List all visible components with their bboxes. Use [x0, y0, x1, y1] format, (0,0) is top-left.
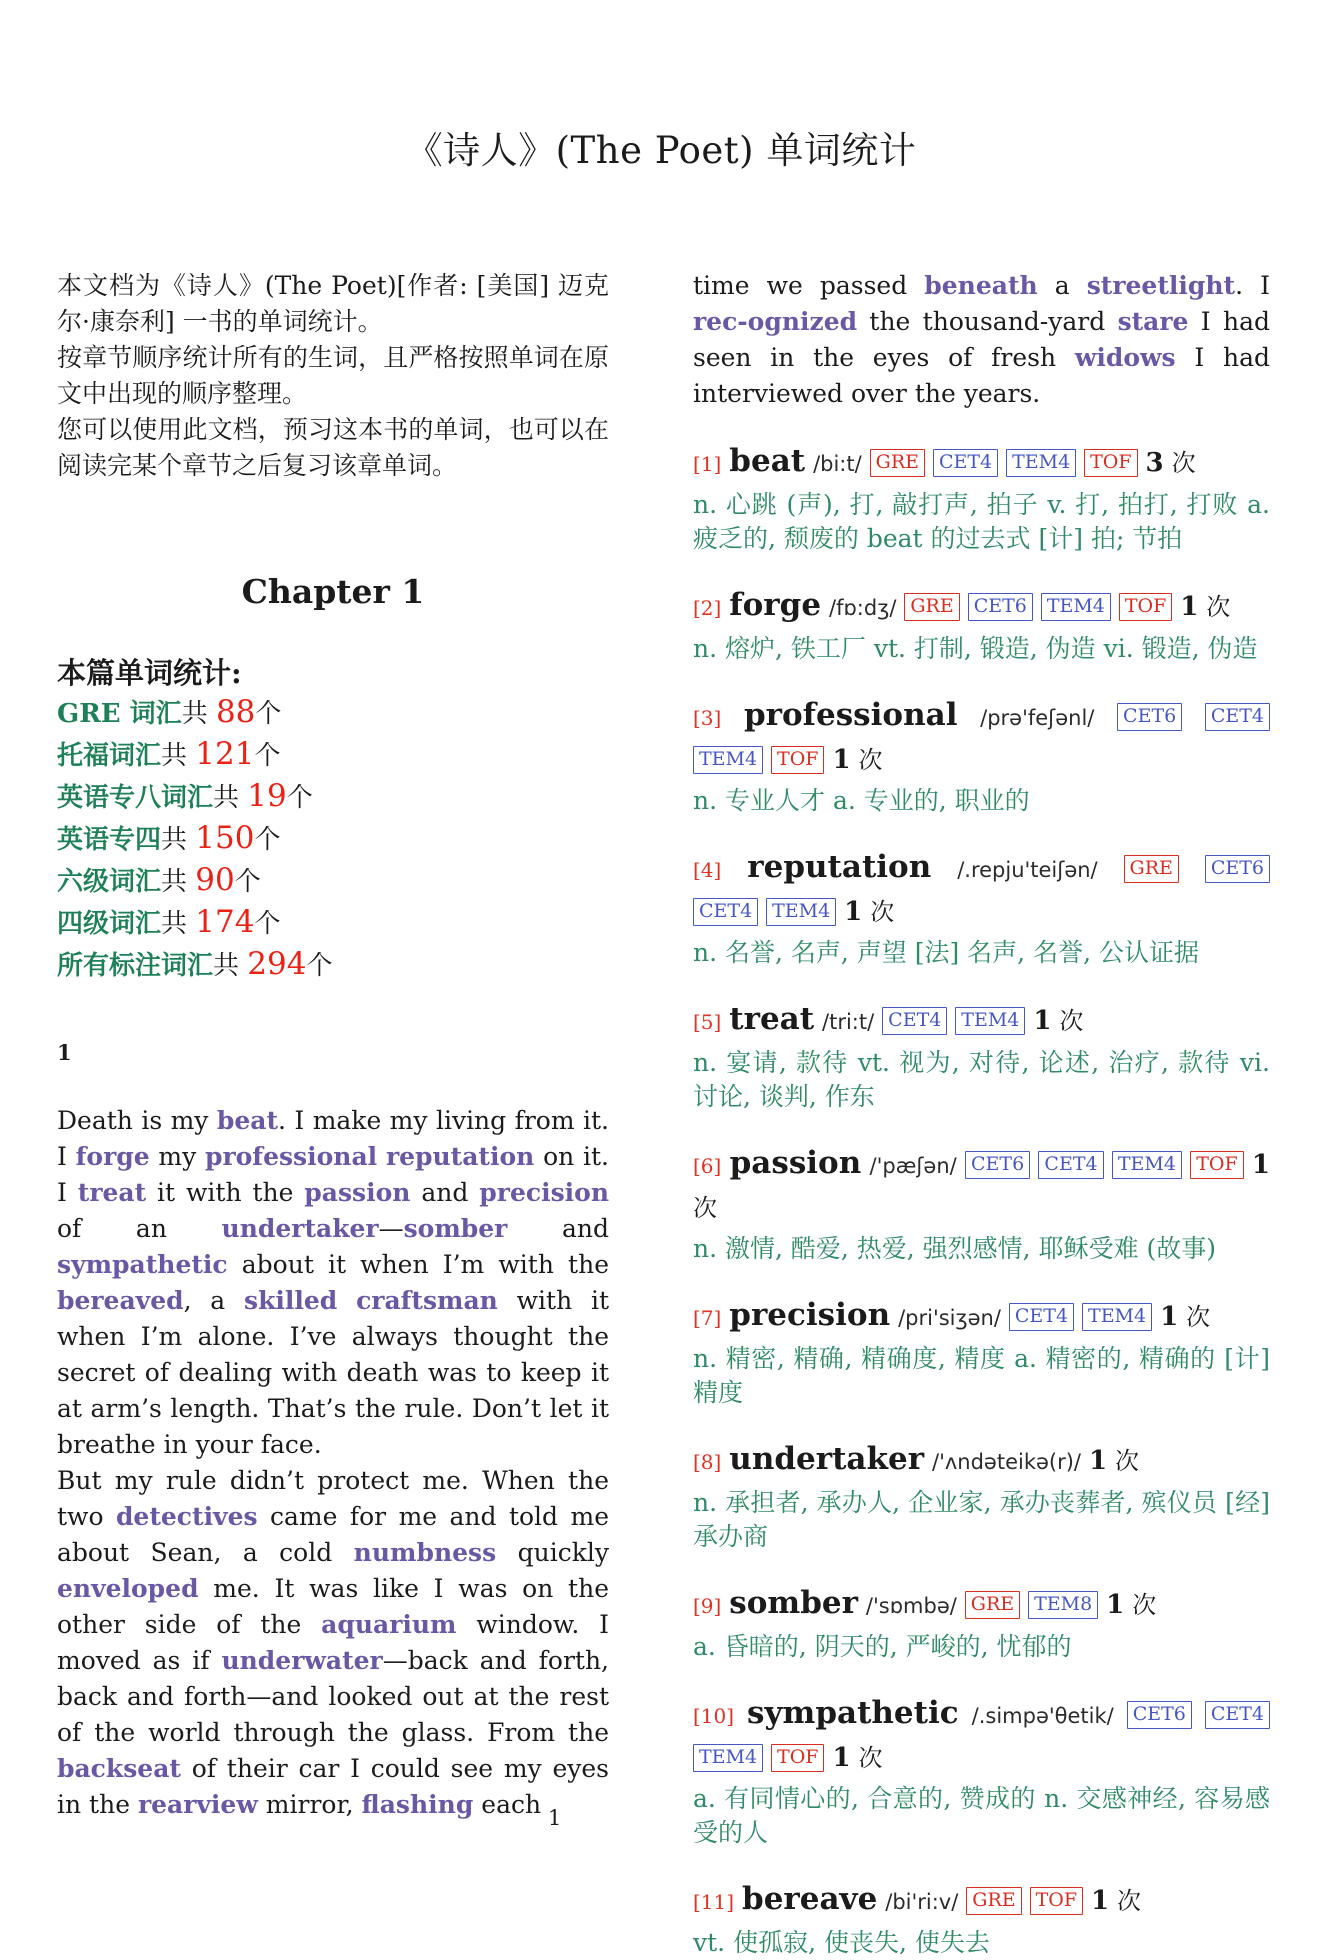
- intro-line: 本文档为《诗人》(The Poet)[作者: [美国] 迈克尔·康奈利] 一书的单词统计。: [57, 271, 609, 336]
- vocab-entry-header: [693, 1582, 1270, 1627]
- entry-definition: a. 昏暗的, 阴天的, 严峻的, 忧郁的: [693, 1632, 1072, 1661]
- vocab-entry: [693, 1692, 1270, 1850]
- highlighted-word: rec-ognized: [693, 307, 858, 336]
- entry-word: undertaker: [729, 1441, 925, 1477]
- highlighted-word: flashing: [361, 1790, 474, 1819]
- highlighted-word: beat: [216, 1106, 278, 1135]
- left-column: [57, 268, 609, 1960]
- vocab-entry: [693, 440, 1270, 556]
- entry-word: precision: [729, 1297, 891, 1333]
- text-segment: mirror,: [257, 1790, 362, 1819]
- entry-word: sympathetic: [747, 1695, 959, 1731]
- tag-gre: GRE: [966, 1887, 1021, 1915]
- vocab-entry-header: [693, 1142, 1270, 1229]
- vocab-entry: [693, 1582, 1270, 1664]
- highlighted-word: detectives: [115, 1502, 258, 1531]
- entry-pronunciation: /fɒ:dʒ/: [829, 596, 897, 620]
- stat-suffix: 个: [254, 741, 281, 771]
- entry-definition: n. 熔炉, 铁工厂 vt. 打制, 锻造, 伪造 vi. 锻造, 伪造: [693, 634, 1258, 663]
- stat-suffix: 个: [286, 783, 313, 813]
- text-segment: —back and forth, back and forth—and looked out at the rest of the world through the glass. From the: [57, 1646, 609, 1747]
- entry-count-suffix: 次: [858, 1744, 883, 1772]
- right-column: [693, 268, 1270, 1960]
- entry-tags: [965, 1150, 1252, 1179]
- vocab-entry: [693, 584, 1270, 666]
- stat-line: [57, 944, 609, 986]
- text-segment: my: [149, 1142, 205, 1171]
- text-segment: the thousand-yard: [857, 307, 1118, 336]
- highlighted-word: numbness: [353, 1538, 497, 1567]
- stat-line: [57, 902, 609, 944]
- entry-count-suffix: 次: [858, 746, 883, 774]
- vocab-entry-list: [693, 440, 1270, 1960]
- entry-index: [6]: [693, 1154, 722, 1178]
- stat-label: 英语专四: [57, 825, 162, 855]
- vocab-entry: [693, 1142, 1270, 1266]
- entry-pronunciation: /prə'feʃənl/: [980, 706, 1095, 730]
- text-segment: on it. I: [57, 1142, 609, 1207]
- entry-index: [10]: [693, 1704, 735, 1728]
- tag-cet4: CET4: [882, 1007, 947, 1035]
- entry-word: forge: [729, 587, 822, 623]
- entry-word: bereave: [742, 1881, 878, 1917]
- text-segment: of an: [57, 1214, 222, 1243]
- stat-count: 90: [195, 862, 235, 898]
- tag-cet6: CET6: [1127, 1701, 1192, 1729]
- entry-definition: n. 宴请, 款待 vt. 视为, 对待, 论述, 治疗, 款待 vi. 讨论, 谈判, 作东: [693, 1048, 1270, 1111]
- text-segment: window. I moved as if: [57, 1610, 609, 1675]
- entry-index: [3]: [693, 706, 722, 730]
- entry-count: 1: [1033, 1006, 1052, 1036]
- tag-gre: GRE: [1124, 855, 1179, 883]
- highlighted-word: somber: [403, 1214, 508, 1243]
- entry-pronunciation: /'pæʃən/: [869, 1154, 957, 1178]
- text-segment: and: [410, 1178, 480, 1207]
- entry-index: [8]: [693, 1450, 722, 1474]
- entry-word: beat: [729, 443, 806, 479]
- stat-count: 121: [195, 736, 255, 772]
- entry-count: 1: [1088, 1446, 1108, 1476]
- entry-word: professional: [743, 697, 958, 733]
- text-segment: and: [507, 1214, 609, 1243]
- highlighted-word: backseat: [57, 1754, 181, 1783]
- tag-cet6: CET6: [965, 1151, 1030, 1179]
- highlighted-word: rearview: [137, 1790, 258, 1819]
- tag-cet6: CET6: [968, 593, 1033, 621]
- entry-definition: n. 精密, 精确, 精确度, 精度 a. 精密的, 精确的 [计] 精度: [693, 1344, 1270, 1407]
- entry-tags: [1009, 1302, 1160, 1331]
- stat-count: 150: [195, 820, 255, 856]
- highlighted-word: bereaved: [57, 1286, 184, 1315]
- entry-count-suffix: 次: [693, 1194, 717, 1222]
- chapter-heading: Chapter 1: [241, 572, 425, 611]
- vocab-entry-header: [693, 1294, 1270, 1339]
- entry-pronunciation: /tri:t/: [822, 1010, 875, 1034]
- tag-cet4: CET4: [1038, 1151, 1103, 1179]
- tag-tof: TOF: [771, 746, 824, 774]
- entry-index: [11]: [693, 1890, 735, 1914]
- vocab-entry-header: [693, 1692, 1270, 1779]
- tag-tof: TOF: [1190, 1151, 1243, 1179]
- highlighted-word: passion: [304, 1178, 411, 1207]
- stat-line: [57, 776, 609, 818]
- stat-suffix: 个: [306, 951, 333, 981]
- entry-count-suffix: 次: [1132, 1591, 1157, 1619]
- entry-pronunciation: /pri'siʒən/: [898, 1306, 1001, 1330]
- entry-word: treat: [729, 1001, 815, 1037]
- text-segment: I had seen in the eyes of fresh: [693, 307, 1270, 372]
- highlighted-word: aquarium: [321, 1610, 457, 1639]
- tag-tem4: TEM4: [1082, 1303, 1152, 1331]
- text-segment: . I: [1235, 271, 1270, 300]
- entry-definition: vt. 使孤寂, 使丧失, 使失去: [693, 1928, 990, 1957]
- vocab-entry-header: [693, 846, 1270, 933]
- entry-definition: n. 专业人才 a. 专业的, 职业的: [693, 786, 1030, 815]
- section-marker: 1: [57, 1040, 72, 1065]
- vocab-entry: [693, 998, 1270, 1114]
- vocab-entry: [693, 846, 1270, 970]
- tag-tem4: TEM4: [693, 746, 763, 774]
- text-segment: me. It was like I was on the other side of the: [57, 1574, 609, 1639]
- text-segment: with it when I’m alone. I’ve always thought the secret of dealing with death was to keep it at arm’s length. That’s the rule. Don’t let it breathe in your face.: [57, 1286, 609, 1459]
- tag-cet4: CET4: [1009, 1303, 1074, 1331]
- highlighted-word: forge: [75, 1142, 150, 1171]
- highlighted-word: professional: [204, 1142, 378, 1171]
- highlighted-word: streetlight: [1086, 271, 1236, 300]
- entry-index: [4]: [693, 858, 722, 882]
- intro-line: 您可以使用此文档，预习这本书的单词，也可以在阅读完某个章节之后复习该章单词。: [57, 415, 609, 480]
- stat-mid: 共: [161, 741, 196, 771]
- stats-heading: 本篇单词统计:: [57, 656, 242, 690]
- highlighted-word: reputation: [385, 1142, 535, 1171]
- novel-excerpt-paragraph: [693, 268, 1270, 412]
- tag-tof: TOF: [1084, 449, 1137, 477]
- tag-tem4: TEM4: [766, 898, 836, 926]
- text-segment: of their car I could see my eyes in the: [57, 1754, 609, 1819]
- tag-tem4: TEM4: [1041, 593, 1111, 621]
- tag-tof: TOF: [1030, 1887, 1083, 1915]
- text-segment: . I make my living from it. I: [57, 1106, 609, 1171]
- intro-line: 按章节顺序统计所有的生词，且严格按照单词在原文中出现的顺序整理。: [57, 343, 609, 408]
- vocab-entry-header: [693, 998, 1270, 1043]
- entry-count-suffix: 次: [1206, 593, 1231, 621]
- tag-cet4: CET4: [693, 898, 758, 926]
- stat-mid: 共: [213, 951, 248, 981]
- vocab-entry-header: [693, 440, 1270, 485]
- entry-index: [5]: [693, 1010, 722, 1034]
- entry-index: [9]: [693, 1594, 722, 1618]
- entry-definition: n. 承担者, 承办人, 企业家, 承办丧葬者, 殡仪员 [经] 承办商: [693, 1488, 1270, 1551]
- highlighted-word: undertaker: [221, 1214, 379, 1243]
- entry-count: 1: [1180, 592, 1199, 622]
- entry-index: [2]: [693, 596, 722, 620]
- entry-count-suffix: 次: [1186, 1303, 1211, 1331]
- highlighted-word: treat: [77, 1178, 147, 1207]
- stat-count: 294: [247, 946, 307, 982]
- stat-suffix: 个: [255, 699, 282, 729]
- highlighted-word: enveloped: [57, 1574, 199, 1603]
- tag-cet6: CET6: [1205, 855, 1270, 883]
- entry-pronunciation: /.repju'teiʃən/: [957, 858, 1098, 882]
- text-segment: I had interviewed over the years.: [693, 343, 1270, 408]
- entry-word: passion: [729, 1145, 862, 1181]
- entry-count: 1: [832, 1743, 851, 1773]
- text-segment: quickly: [496, 1538, 609, 1567]
- stat-label: 所有标注词汇: [57, 951, 214, 981]
- entry-count-suffix: 次: [1117, 1887, 1142, 1915]
- stat-mid: 共: [213, 783, 248, 813]
- vocab-entry-header: [693, 584, 1270, 629]
- text-segment: But my rule didn’t protect me. When the two: [57, 1466, 609, 1531]
- novel-excerpt-paragraph: [57, 1463, 609, 1823]
- tag-tof: TOF: [1119, 593, 1172, 621]
- entry-definition: a. 有同情心的, 合意的, 赞成的 n. 交感神经, 容易感受的人: [693, 1784, 1270, 1847]
- stat-label: 托福词汇: [57, 741, 162, 771]
- tag-tem4: TEM4: [1112, 1151, 1182, 1179]
- entry-count: 3: [1145, 448, 1164, 478]
- stat-count: 174: [195, 904, 255, 940]
- entry-pronunciation: /bi'ri:v/: [885, 1890, 959, 1914]
- text-segment: it with the: [146, 1178, 305, 1207]
- entry-count-suffix: 次: [870, 898, 895, 926]
- stats-list: [57, 692, 609, 986]
- entry-tags: [882, 1006, 1033, 1035]
- text-segment: [337, 1286, 356, 1315]
- tag-tof: TOF: [771, 1744, 824, 1772]
- stat-mid: 共: [161, 867, 196, 897]
- tag-tem4: TEM4: [693, 1744, 763, 1772]
- entry-count: 1: [844, 897, 863, 927]
- tag-gre: GRE: [904, 593, 959, 621]
- entry-definition: n. 名誉, 名声, 声望 [法] 名声, 名誉, 公认证据: [693, 938, 1199, 967]
- text-segment: a: [1037, 271, 1087, 300]
- stat-label: 四级词汇: [57, 909, 162, 939]
- highlighted-word: skilled: [244, 1286, 338, 1315]
- entry-tags: [870, 448, 1146, 477]
- entry-count: 1: [1251, 1150, 1271, 1180]
- entry-index: [1]: [693, 452, 722, 476]
- stat-line: [57, 860, 609, 902]
- entry-tags: [965, 1590, 1106, 1619]
- tag-cet4: CET4: [1205, 1701, 1270, 1729]
- highlighted-word: stare: [1117, 307, 1189, 336]
- stat-suffix: 个: [234, 867, 261, 897]
- stat-mid: 共: [161, 825, 196, 855]
- vocab-entry: [693, 1878, 1270, 1960]
- tag-cet6: CET6: [1117, 703, 1182, 731]
- text-segment: time we passed: [693, 271, 925, 300]
- highlighted-word: underwater: [221, 1646, 383, 1675]
- vocab-entry: [693, 694, 1270, 818]
- tag-gre: GRE: [870, 449, 925, 477]
- stat-mid: 共: [181, 699, 216, 729]
- highlighted-word: craftsman: [356, 1286, 498, 1315]
- entry-pronunciation: /.simpə'θetik/: [971, 1704, 1114, 1728]
- entry-index: [7]: [693, 1306, 722, 1330]
- vocab-entry: [693, 1294, 1270, 1410]
- vocab-entry-header: [693, 1438, 1270, 1483]
- entry-pronunciation: /'ʌndəteikə(r)/: [932, 1450, 1081, 1474]
- novel-excerpt-paragraph: [57, 1103, 609, 1463]
- entry-pronunciation: /'sɒmbə/: [865, 1594, 957, 1618]
- stat-label: GRE 词汇: [57, 699, 182, 729]
- text-segment: came for me and told me about Sean, a cold: [57, 1502, 610, 1567]
- entry-count-suffix: 次: [1171, 449, 1196, 477]
- tag-cet4: CET4: [1205, 703, 1270, 731]
- highlighted-word: beneath: [924, 271, 1038, 300]
- stat-label: 六级词汇: [57, 867, 162, 897]
- stat-count: 88: [215, 694, 256, 730]
- stat-count: 19: [247, 778, 287, 814]
- highlighted-word: sympathetic: [57, 1250, 228, 1279]
- entry-count: 1: [1090, 1886, 1110, 1916]
- stat-line: [57, 692, 609, 734]
- tag-tem4: TEM4: [1006, 449, 1076, 477]
- tag-gre: GRE: [965, 1591, 1020, 1619]
- text-segment: about it when I’m with the: [227, 1250, 609, 1279]
- entry-word: reputation: [747, 849, 932, 885]
- entry-count: 1: [1106, 1590, 1125, 1620]
- tag-cet4: CET4: [933, 449, 998, 477]
- page-title: 《诗人》(The Poet) 单词统计: [405, 129, 917, 172]
- entry-tags: [904, 592, 1180, 621]
- entry-definition: n. 心跳 (声), 打, 敲打声, 拍子 v. 打, 拍打, 打败 a. 疲乏的, 颓废的 beat 的过去式 [计] 拍; 节拍: [693, 490, 1270, 553]
- highlighted-word: widows: [1074, 343, 1176, 372]
- entry-word: somber: [729, 1585, 858, 1621]
- stat-suffix: 个: [254, 825, 281, 855]
- entry-count: 1: [832, 745, 851, 775]
- highlighted-word: precision: [479, 1178, 609, 1207]
- stat-line: [57, 734, 609, 776]
- tag-tem8: TEM8: [1028, 1591, 1098, 1619]
- text-segment: each: [473, 1790, 542, 1819]
- vocab-entry-header: [693, 694, 1270, 781]
- entry-definition: n. 激情, 酷爱, 热爱, 强烈感情, 耶稣受难 (故事): [693, 1234, 1217, 1263]
- page-number: 1: [548, 1806, 562, 1830]
- entry-count-suffix: 次: [1059, 1007, 1084, 1035]
- vocab-entry-header: [693, 1878, 1270, 1923]
- stat-line: [57, 818, 609, 860]
- stat-suffix: 个: [254, 909, 281, 939]
- entry-tags: [966, 1886, 1091, 1915]
- stat-label: 英语专八词汇: [57, 783, 214, 813]
- two-column-layout: [0, 268, 1322, 1960]
- entry-count: 1: [1160, 1302, 1179, 1332]
- tag-tem4: TEM4: [955, 1007, 1025, 1035]
- text-segment: [377, 1142, 386, 1171]
- entry-pronunciation: /bi:t/: [813, 452, 862, 476]
- text-segment: , a: [183, 1286, 244, 1315]
- text-segment: Death is my: [57, 1106, 217, 1135]
- vocab-entry: [693, 1438, 1270, 1554]
- entry-count-suffix: 次: [1115, 1447, 1139, 1475]
- stat-mid: 共: [161, 909, 196, 939]
- text-segment: —: [378, 1214, 404, 1243]
